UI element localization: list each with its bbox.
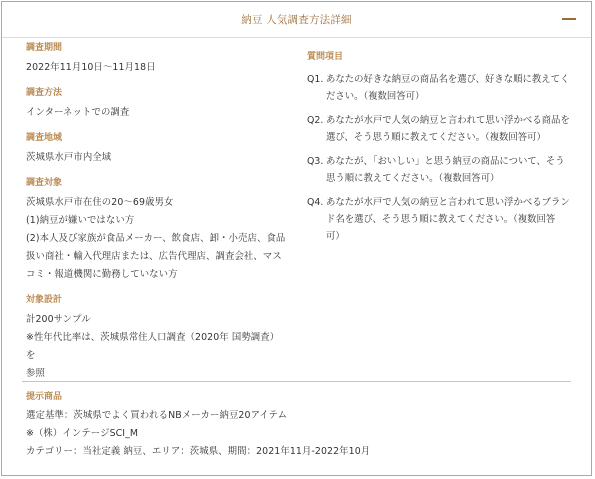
text-line: カテゴリー：当社定義 納豆、エリア：茨城県、期間：2021年11月-2022年10月 <box>26 446 371 457</box>
section-divider <box>22 381 571 382</box>
minus-icon-bar <box>562 18 576 20</box>
section-label: 調査方法 <box>26 88 63 98</box>
text-line: あなたが水戸で人気の納豆と言われて思い浮かべる商品を <box>326 115 570 126</box>
section-label: 対象設計 <box>26 295 63 305</box>
text-line: 参照 <box>26 368 45 379</box>
question-text <box>326 112 575 146</box>
panel-header[interactable] <box>2 2 591 38</box>
text-line: 可） <box>326 231 345 242</box>
text-line: あなたが水戸で人気の納豆と言われて思い浮かべるブラン <box>326 197 570 208</box>
question-number: Q3. <box>307 156 324 167</box>
text-line: あなたの好きな納豆の商品名を選び、好きな順に教えてく <box>326 74 570 85</box>
question-text <box>326 71 575 105</box>
section-value: インターネットでの調査 <box>26 107 130 118</box>
minus-icon[interactable] <box>557 6 581 30</box>
text-line: 選定基準：茨城県でよく買われるNBメーカー納豆20アイテム <box>26 410 288 421</box>
section-label: 調査期間 <box>26 43 63 53</box>
section-target <box>26 177 288 284</box>
section-value <box>26 407 566 461</box>
text-line: ※（株）インテージSCI_M <box>26 428 139 439</box>
question-item <box>307 112 575 146</box>
section-design <box>26 294 288 383</box>
question-item <box>307 194 575 245</box>
text-line: 思う順に教えてください。（複数回答可） <box>326 173 500 184</box>
text-line: ド名を選び、そう思う順に教えてください。（複数回答 <box>326 214 556 225</box>
question-number: Q1. <box>307 74 324 85</box>
text-line: 茨城県水戸市在住の20～69歳男女 <box>26 197 174 208</box>
section-value <box>26 194 288 284</box>
text-line: 扱い商社・輸入代理店または、広告代理店、調査会社、マス <box>26 251 282 262</box>
text-line: 計200サンプル <box>26 314 91 325</box>
text-line: ※性年代比率は、茨城県常住人口調査（2020年 国勢調査）を <box>26 332 280 361</box>
question-number: Q4. <box>307 197 324 208</box>
survey-details-panel <box>1 1 592 476</box>
left-column <box>26 42 288 393</box>
section-label: 提示商品 <box>26 392 63 402</box>
section-label: 調査対象 <box>26 178 63 188</box>
question-text <box>326 153 575 187</box>
right-column <box>307 51 575 252</box>
question-list <box>307 71 575 245</box>
question-text <box>326 194 575 245</box>
question-item <box>307 153 575 187</box>
text-line: (1)納豆が嫌いではない方 <box>26 215 135 226</box>
text-line: (2)本人及び家族が食品メーカー、飲食店、卸・小売店、食品 <box>26 233 286 244</box>
text-line: コミ・報道機関に勤務していない方 <box>26 269 178 280</box>
section-method <box>26 87 288 122</box>
panel-title: 納豆 人気調査方法詳細 <box>241 14 352 26</box>
text-line: ださい。（複数回答可） <box>326 91 425 102</box>
section-products <box>26 391 566 461</box>
section-value: 茨城県水戸市内全域 <box>26 152 112 163</box>
question-item <box>307 71 575 105</box>
text-line: あなたが、「おいしい」と思う納豆の商品について、そう <box>326 156 565 167</box>
questions-label: 質問項目 <box>307 52 344 62</box>
section-label: 調査地域 <box>26 133 63 143</box>
section-value <box>26 311 288 383</box>
text-line: 選び、そう思う順に教えてください。（複数回答可） <box>326 132 546 143</box>
section-region <box>26 132 288 167</box>
section-value: 2022年11月10日～11月18日 <box>26 62 156 73</box>
section-period <box>26 42 288 77</box>
question-number: Q2. <box>307 115 324 126</box>
